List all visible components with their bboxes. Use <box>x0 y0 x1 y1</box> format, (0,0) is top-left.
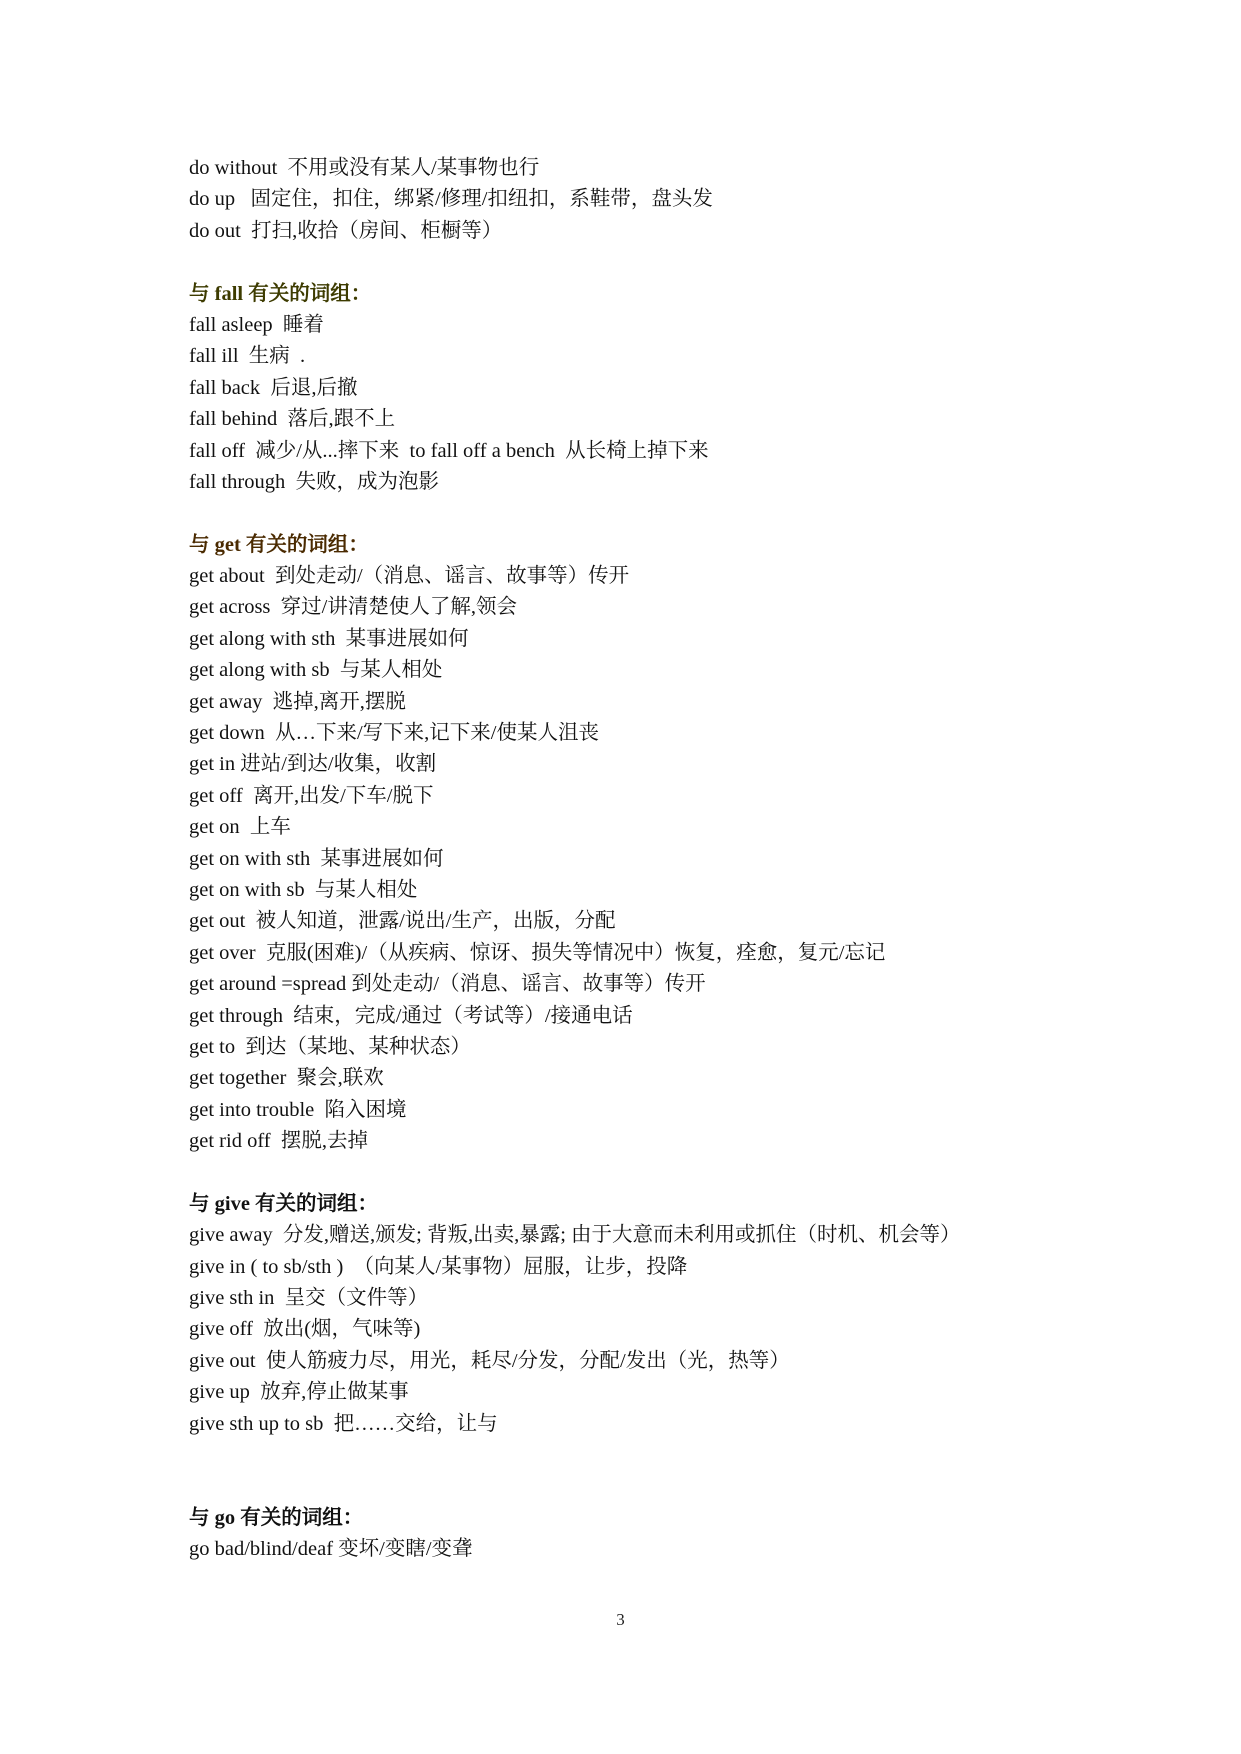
phrase-line: give off 放出(烟，气味等) <box>189 1318 421 1341</box>
phrase-line: get away 逃掉,离开,摆脱 <box>189 690 406 713</box>
phrase-line: give up 放弃,停止做某事 <box>189 1381 409 1404</box>
section-heading-fall: 与 fall 有关的词组： <box>189 282 372 305</box>
phrase-line: get rid off 摆脱,去掉 <box>189 1130 368 1153</box>
phrase-line: give in ( to sb/sth ) （向某人/某事物）屈服，让步，投降 <box>189 1255 688 1278</box>
section-gap <box>189 1440 1189 1503</box>
phrase-line: get down 从…下来/写下来,记下来/使某人沮丧 <box>189 722 599 745</box>
section-gap <box>189 498 1189 529</box>
phrase-line: get in 进站/到达/收集，收割 <box>189 753 437 776</box>
phrase-line: give away 分发,赠送,颁发; 背叛,出卖,暴露; 由于大意而未利用或抓住（时机、机会等） <box>189 1224 961 1247</box>
phrase-line: get off 离开,出发/下车/脱下 <box>189 784 434 807</box>
phrase-line: get through 结束，完成/通过（考试等）/接通电话 <box>189 1004 633 1027</box>
phrase-line: do out 打扫,收拾（房间、柜橱等） <box>189 219 503 242</box>
phrase-line: fall through 失败，成为泡影 <box>189 470 439 493</box>
phrase-line: get on with sb 与某人相处 <box>189 878 418 901</box>
phrase-line: do without 不用或没有某人/某事物也行 <box>189 157 540 179</box>
phrase-line: get over 克服(困难)/（从疾病、惊讶、损失等情况中）恢复，痊愈，复元/忘记 <box>189 941 886 964</box>
phrase-line: fall off 减少/从...摔下来 to fall off a bench 从长椅上掉下来 <box>189 439 709 462</box>
phrase-line: get around =spread 到处走动/（消息、谣言、故事等）传开 <box>189 973 706 996</box>
section-heading-go: 与 go 有关的词组： <box>189 1506 364 1529</box>
section-heading-give: 与 give 有关的词组： <box>189 1192 379 1215</box>
phrase-line: give sth in 呈交（文件等） <box>189 1287 429 1310</box>
document-body <box>189 153 1189 1566</box>
section-heading-get: 与 get 有关的词组： <box>189 533 369 556</box>
phrase-line: fall behind 落后,跟不上 <box>189 408 396 431</box>
phrase-line: give out 使人筋疲力尽，用光，耗尽/分发，分配/发出（光，热等） <box>189 1349 790 1372</box>
phrase-line: fall asleep 睡着 <box>189 313 324 336</box>
phrase-line: fall back 后退,后撤 <box>189 376 358 399</box>
phrase-line: get together 聚会,联欢 <box>189 1067 384 1090</box>
phrase-line: get out 被人知道，泄露/说出/生产，出版，分配 <box>189 910 616 933</box>
phrase-line: get along with sb 与某人相处 <box>189 659 443 682</box>
phrase-line: get along with sth 某事进展如何 <box>189 627 469 650</box>
phrase-line: get on with sth 某事进展如何 <box>189 847 444 870</box>
phrase-line: do up 固定住，扣住，绑紧/修理/扣纽扣，系鞋带，盘头发 <box>189 188 713 211</box>
section-gap <box>189 1158 1189 1189</box>
page-number: 3 <box>616 1610 625 1629</box>
phrase-line: get to 到达（某地、某种状态） <box>189 1035 471 1058</box>
phrase-line: get across 穿过/讲清楚使人了解,领会 <box>189 596 517 619</box>
phrase-line: get about 到处走动/（消息、谣言、故事等）传开 <box>189 565 630 588</box>
phrase-line: fall ill 生病 . <box>189 345 306 368</box>
section-gap <box>189 247 1189 278</box>
phrase-line: get into trouble 陷入困境 <box>189 1098 407 1121</box>
phrase-line: get on 上车 <box>189 816 291 839</box>
phrase-line: give sth up to sb 把……交给，让与 <box>189 1412 498 1435</box>
phrase-line: go bad/blind/deaf 变坏/变瞎/变聋 <box>189 1538 473 1561</box>
